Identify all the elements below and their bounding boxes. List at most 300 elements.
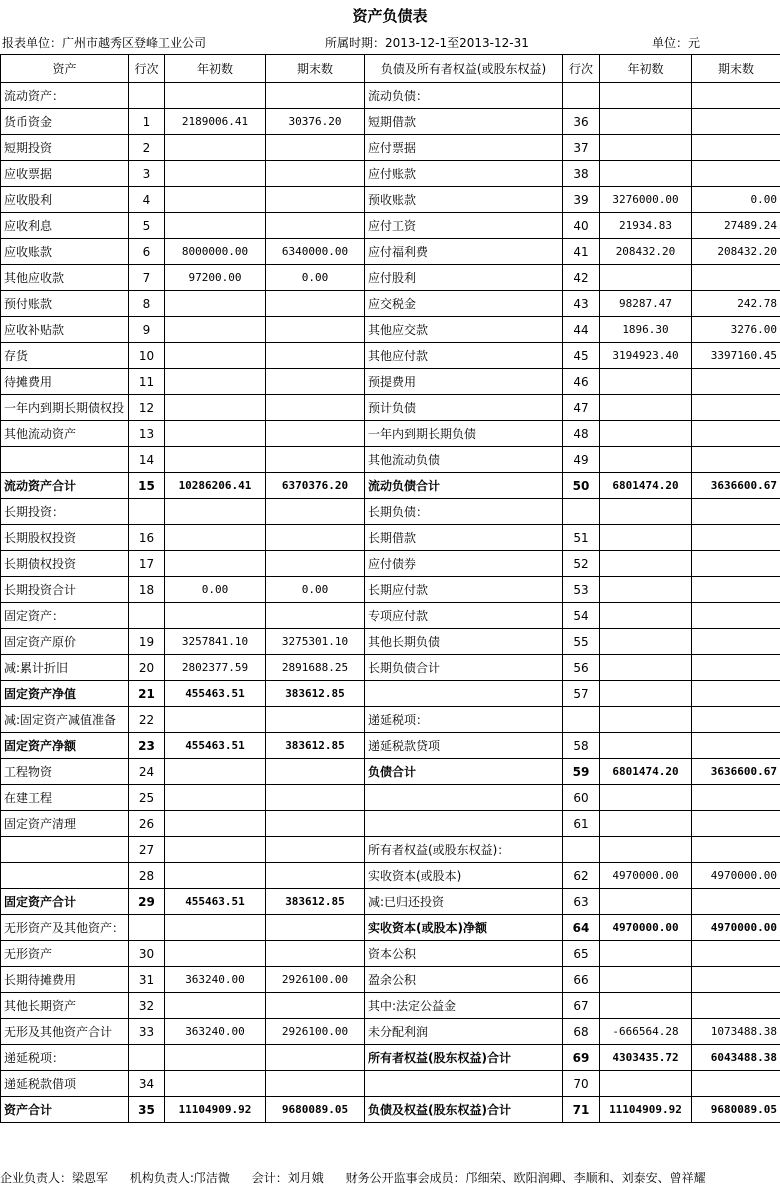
table-row — [1, 785, 780, 811]
balance-sheet-table — [0, 54, 780, 1123]
asset-line-no: 18 — [129, 577, 165, 603]
committee-members: 财务公开监事会成员：邝细荣、欧阳润卿、李顺和、刘泰安、曾祥耀 — [345, 1171, 706, 1185]
table-row — [1, 395, 780, 421]
liability-ending: 4970000.00 — [692, 863, 780, 889]
table-row — [1, 993, 780, 1019]
liability-ending — [692, 837, 780, 863]
liability-name: 流动负债： — [365, 83, 563, 109]
liability-line-no: 42 — [563, 265, 600, 291]
asset-beginning — [165, 343, 266, 369]
liability-name: 递延税项： — [365, 707, 563, 733]
asset-line-no: 4 — [129, 187, 165, 213]
header-beginning-2: 年初数 — [600, 55, 692, 83]
asset-ending — [266, 551, 365, 577]
liability-ending — [692, 551, 780, 577]
liability-name: 长期负债： — [365, 499, 563, 525]
liability-ending — [692, 811, 780, 837]
liability-ending — [692, 629, 780, 655]
liability-ending — [692, 603, 780, 629]
liability-ending: 3397160.45 — [692, 343, 780, 369]
liability-name: 所有者权益(或股东权益)： — [365, 837, 563, 863]
liability-ending — [692, 577, 780, 603]
asset-beginning — [165, 707, 266, 733]
liability-beginning — [600, 1071, 692, 1097]
liability-ending — [692, 733, 780, 759]
table-row — [1, 317, 780, 343]
asset-line-no: 3 — [129, 161, 165, 187]
liability-ending — [692, 421, 780, 447]
liability-line-no: 51 — [563, 525, 600, 551]
liability-name: 预计负债 — [365, 395, 563, 421]
liability-beginning — [600, 421, 692, 447]
table-row — [1, 499, 780, 525]
liability-name — [365, 811, 563, 837]
asset-name: 递延税款借项 — [1, 1071, 129, 1097]
liability-beginning: 98287.47 — [600, 291, 692, 317]
asset-beginning — [165, 785, 266, 811]
liability-line-no: 39 — [563, 187, 600, 213]
header-beginning: 年初数 — [165, 55, 266, 83]
liability-beginning — [600, 265, 692, 291]
liability-line-no: 38 — [563, 161, 600, 187]
table-row — [1, 109, 780, 135]
liability-name: 一年内到期长期负债 — [365, 421, 563, 447]
liability-line-no: 36 — [563, 109, 600, 135]
asset-ending: 383612.85 — [266, 889, 365, 915]
table-row — [1, 941, 780, 967]
liability-beginning: 11104909.92 — [600, 1097, 692, 1123]
liability-name: 预收账款 — [365, 187, 563, 213]
liability-name: 预提费用 — [365, 369, 563, 395]
liability-line-no — [563, 707, 600, 733]
liability-name: 应付福利费 — [365, 239, 563, 265]
table-row — [1, 603, 780, 629]
asset-beginning: 2802377.59 — [165, 655, 266, 681]
asset-name: 资产合计 — [1, 1097, 129, 1123]
accountant-signature: 会计：刘月娥 — [251, 1171, 324, 1185]
asset-name: 长期股权投资 — [1, 525, 129, 551]
liability-name: 流动负债合计 — [365, 473, 563, 499]
liability-ending: 0.00 — [692, 187, 780, 213]
asset-name: 应收股利 — [1, 187, 129, 213]
asset-beginning — [165, 837, 266, 863]
asset-name: 应收账款 — [1, 239, 129, 265]
asset-line-no: 13 — [129, 421, 165, 447]
asset-beginning: 0.00 — [165, 577, 266, 603]
table-row — [1, 135, 780, 161]
liability-line-no: 60 — [563, 785, 600, 811]
liability-line-no: 57 — [563, 681, 600, 707]
asset-name: 预付账款 — [1, 291, 129, 317]
liability-ending — [692, 161, 780, 187]
asset-name: 固定资产原价 — [1, 629, 129, 655]
asset-ending — [266, 759, 365, 785]
liability-name: 实收资本(或股本)净额 — [365, 915, 563, 941]
liability-name: 长期借款 — [365, 525, 563, 551]
asset-beginning — [165, 603, 266, 629]
asset-line-no: 8 — [129, 291, 165, 317]
table-row — [1, 161, 780, 187]
table-row — [1, 525, 780, 551]
asset-ending — [266, 941, 365, 967]
asset-line-no: 33 — [129, 1019, 165, 1045]
asset-line-no: 15 — [129, 473, 165, 499]
liability-ending — [692, 889, 780, 915]
table-row — [1, 239, 780, 265]
asset-name: 其他流动资产 — [1, 421, 129, 447]
asset-line-no: 23 — [129, 733, 165, 759]
liability-beginning — [600, 369, 692, 395]
asset-beginning: 11104909.92 — [165, 1097, 266, 1123]
table-row — [1, 291, 780, 317]
table-row — [1, 967, 780, 993]
table-row — [1, 733, 780, 759]
liability-beginning — [600, 395, 692, 421]
asset-beginning — [165, 941, 266, 967]
liability-line-no: 63 — [563, 889, 600, 915]
liability-line-no: 46 — [563, 369, 600, 395]
table-row — [1, 811, 780, 837]
table-row — [1, 1071, 780, 1097]
asset-beginning — [165, 83, 266, 109]
asset-ending — [266, 135, 365, 161]
table-row — [1, 447, 780, 473]
asset-ending — [266, 187, 365, 213]
asset-ending — [266, 1071, 365, 1097]
asset-line-no: 31 — [129, 967, 165, 993]
liability-line-no: 67 — [563, 993, 600, 1019]
asset-name — [1, 863, 129, 889]
header-row — [1, 55, 780, 83]
asset-line-no — [129, 1045, 165, 1071]
asset-ending: 2926100.00 — [266, 1019, 365, 1045]
table-row — [1, 343, 780, 369]
liability-name: 应付票据 — [365, 135, 563, 161]
liability-name: 其他应交款 — [365, 317, 563, 343]
asset-beginning: 97200.00 — [165, 265, 266, 291]
liability-line-no: 47 — [563, 395, 600, 421]
asset-line-no: 29 — [129, 889, 165, 915]
asset-beginning: 10286206.41 — [165, 473, 266, 499]
asset-name: 固定资产净额 — [1, 733, 129, 759]
table-row — [1, 369, 780, 395]
table-row — [1, 1097, 780, 1123]
liability-beginning: 6801474.20 — [600, 473, 692, 499]
liability-beginning — [600, 993, 692, 1019]
asset-line-no — [129, 603, 165, 629]
liability-name: 长期负债合计 — [365, 655, 563, 681]
table-row — [1, 707, 780, 733]
asset-line-no: 1 — [129, 109, 165, 135]
asset-beginning — [165, 187, 266, 213]
asset-name: 在建工程 — [1, 785, 129, 811]
asset-ending — [266, 447, 365, 473]
liability-ending: 3276.00 — [692, 317, 780, 343]
asset-ending — [266, 707, 365, 733]
table-row — [1, 213, 780, 239]
asset-name: 短期投资 — [1, 135, 129, 161]
liability-ending: 1073488.38 — [692, 1019, 780, 1045]
liability-line-no: 70 — [563, 1071, 600, 1097]
asset-beginning — [165, 551, 266, 577]
liability-ending — [692, 655, 780, 681]
liability-ending — [692, 447, 780, 473]
liability-name: 所有者权益(股东权益)合计 — [365, 1045, 563, 1071]
asset-ending — [266, 837, 365, 863]
asset-ending — [266, 811, 365, 837]
header-line-no-2: 行次 — [563, 55, 600, 83]
liability-name: 未分配利润 — [365, 1019, 563, 1045]
asset-line-no: 2 — [129, 135, 165, 161]
table-row — [1, 681, 780, 707]
liability-beginning — [600, 785, 692, 811]
table-row — [1, 421, 780, 447]
liability-line-no: 64 — [563, 915, 600, 941]
liability-beginning: 4970000.00 — [600, 863, 692, 889]
liability-line-no: 65 — [563, 941, 600, 967]
asset-beginning — [165, 213, 266, 239]
asset-ending: 0.00 — [266, 265, 365, 291]
liability-name — [365, 785, 563, 811]
liability-line-no: 37 — [563, 135, 600, 161]
header-ending-2: 期末数 — [692, 55, 780, 83]
asset-ending — [266, 863, 365, 889]
header-assets: 资产 — [1, 55, 129, 83]
liability-ending — [692, 1071, 780, 1097]
table-row — [1, 83, 780, 109]
liability-line-no: 45 — [563, 343, 600, 369]
liability-ending — [692, 967, 780, 993]
asset-beginning — [165, 447, 266, 473]
liability-line-no: 66 — [563, 967, 600, 993]
asset-beginning — [165, 317, 266, 343]
asset-name: 工程物资 — [1, 759, 129, 785]
asset-line-no: 14 — [129, 447, 165, 473]
liability-name: 盈余公积 — [365, 967, 563, 993]
liability-name: 资本公积 — [365, 941, 563, 967]
table-row — [1, 265, 780, 291]
liability-name: 应付股利 — [365, 265, 563, 291]
asset-line-no: 28 — [129, 863, 165, 889]
asset-name: 减:累计折旧 — [1, 655, 129, 681]
asset-beginning — [165, 915, 266, 941]
asset-beginning — [165, 291, 266, 317]
liability-beginning — [600, 681, 692, 707]
asset-name: 递延税项： — [1, 1045, 129, 1071]
liability-ending — [692, 681, 780, 707]
liability-beginning — [600, 109, 692, 135]
header-line-no: 行次 — [129, 55, 165, 83]
asset-line-no: 19 — [129, 629, 165, 655]
liability-beginning — [600, 889, 692, 915]
asset-ending: 383612.85 — [266, 681, 365, 707]
asset-ending — [266, 161, 365, 187]
asset-beginning — [165, 1045, 266, 1071]
liability-name: 其中:法定公益金 — [365, 993, 563, 1019]
asset-name: 长期投资合计 — [1, 577, 129, 603]
asset-beginning — [165, 993, 266, 1019]
liability-beginning: 4303435.72 — [600, 1045, 692, 1071]
asset-ending: 6340000.00 — [266, 239, 365, 265]
liability-line-no: 43 — [563, 291, 600, 317]
liability-ending — [692, 941, 780, 967]
asset-beginning — [165, 161, 266, 187]
liability-beginning — [600, 499, 692, 525]
asset-line-no: 6 — [129, 239, 165, 265]
table-row — [1, 629, 780, 655]
asset-beginning: 455463.51 — [165, 889, 266, 915]
liability-name: 递延税款贷项 — [365, 733, 563, 759]
liability-ending: 208432.20 — [692, 239, 780, 265]
liability-ending — [692, 109, 780, 135]
asset-name: 货币资金 — [1, 109, 129, 135]
asset-line-no: 32 — [129, 993, 165, 1019]
org-head-signature: 机构负责人:邝洁微 — [129, 1171, 230, 1185]
asset-beginning — [165, 759, 266, 785]
asset-name: 应收票据 — [1, 161, 129, 187]
asset-line-no — [129, 83, 165, 109]
asset-ending — [266, 317, 365, 343]
liability-ending — [692, 499, 780, 525]
liability-ending: 6043488.38 — [692, 1045, 780, 1071]
asset-ending — [266, 83, 365, 109]
asset-name: 应收利息 — [1, 213, 129, 239]
asset-beginning — [165, 135, 266, 161]
liability-line-no: 53 — [563, 577, 600, 603]
liability-line-no: 59 — [563, 759, 600, 785]
asset-ending: 6370376.20 — [266, 473, 365, 499]
asset-ending — [266, 213, 365, 239]
asset-name: 固定资产清理 — [1, 811, 129, 837]
asset-line-no: 16 — [129, 525, 165, 551]
asset-beginning — [165, 421, 266, 447]
asset-beginning — [165, 525, 266, 551]
liability-name — [365, 1071, 563, 1097]
asset-name: 长期待摊费用 — [1, 967, 129, 993]
liability-beginning: 3276000.00 — [600, 187, 692, 213]
liability-line-no — [563, 499, 600, 525]
liability-beginning: -666564.28 — [600, 1019, 692, 1045]
liability-name: 应交税金 — [365, 291, 563, 317]
liability-beginning: 208432.20 — [600, 239, 692, 265]
liability-beginning: 1896.30 — [600, 317, 692, 343]
asset-name: 流动资产： — [1, 83, 129, 109]
liability-beginning — [600, 577, 692, 603]
liability-beginning — [600, 967, 692, 993]
table-row — [1, 837, 780, 863]
liability-name: 减:已归还投资 — [365, 889, 563, 915]
liability-name — [365, 681, 563, 707]
asset-name: 固定资产合计 — [1, 889, 129, 915]
asset-beginning: 8000000.00 — [165, 239, 266, 265]
liability-beginning — [600, 629, 692, 655]
asset-name: 无形资产及其他资产： — [1, 915, 129, 941]
liability-ending — [692, 525, 780, 551]
liability-line-no: 40 — [563, 213, 600, 239]
asset-ending: 2891688.25 — [266, 655, 365, 681]
asset-name: 待摊费用 — [1, 369, 129, 395]
liability-line-no: 41 — [563, 239, 600, 265]
asset-ending: 9680089.05 — [266, 1097, 365, 1123]
asset-ending — [266, 915, 365, 941]
asset-line-no: 21 — [129, 681, 165, 707]
asset-ending — [266, 421, 365, 447]
liability-beginning — [600, 83, 692, 109]
signature-footer — [0, 1166, 780, 1191]
table-row — [1, 655, 780, 681]
asset-beginning — [165, 1071, 266, 1097]
liability-name: 短期借款 — [365, 109, 563, 135]
asset-line-no: 27 — [129, 837, 165, 863]
asset-ending — [266, 343, 365, 369]
liability-ending — [692, 993, 780, 1019]
asset-ending — [266, 785, 365, 811]
asset-beginning — [165, 863, 266, 889]
liability-line-no: 44 — [563, 317, 600, 343]
asset-name: 存货 — [1, 343, 129, 369]
asset-name: 固定资产： — [1, 603, 129, 629]
table-row — [1, 187, 780, 213]
liability-ending: 4970000.00 — [692, 915, 780, 941]
liability-beginning — [600, 135, 692, 161]
reporting-unit: 报表单位：广州市越秀区登峰工业公司 — [2, 36, 207, 50]
liability-line-no: 69 — [563, 1045, 600, 1071]
asset-name: 固定资产净值 — [1, 681, 129, 707]
asset-ending — [266, 525, 365, 551]
liability-beginning — [600, 447, 692, 473]
table-row — [1, 577, 780, 603]
table-row — [1, 1045, 780, 1071]
table-row — [1, 759, 780, 785]
liability-name: 应付账款 — [365, 161, 563, 187]
asset-line-no — [129, 499, 165, 525]
liability-beginning — [600, 811, 692, 837]
asset-ending — [266, 499, 365, 525]
liability-line-no: 56 — [563, 655, 600, 681]
asset-line-no: 25 — [129, 785, 165, 811]
liability-line-no — [563, 83, 600, 109]
liability-name: 其他流动负债 — [365, 447, 563, 473]
liability-line-no: 61 — [563, 811, 600, 837]
table-row — [1, 551, 780, 577]
asset-name: 一年内到期长期债权投 — [1, 395, 129, 421]
liability-ending — [692, 83, 780, 109]
asset-beginning: 455463.51 — [165, 733, 266, 759]
liability-name: 其他长期负债 — [365, 629, 563, 655]
liability-ending — [692, 135, 780, 161]
asset-ending: 2926100.00 — [266, 967, 365, 993]
liability-ending: 27489.24 — [692, 213, 780, 239]
liability-name: 专项应付款 — [365, 603, 563, 629]
liability-name: 负债合计 — [365, 759, 563, 785]
asset-line-no: 5 — [129, 213, 165, 239]
asset-name: 流动资产合计 — [1, 473, 129, 499]
liability-line-no: 68 — [563, 1019, 600, 1045]
asset-line-no: 34 — [129, 1071, 165, 1097]
header-liabilities-equity: 负债及所有者权益(或股东权益) — [365, 55, 563, 83]
asset-name: 长期投资： — [1, 499, 129, 525]
asset-name: 无形及其他资产合计 — [1, 1019, 129, 1045]
liability-ending — [692, 707, 780, 733]
asset-name: 其他应收款 — [1, 265, 129, 291]
asset-ending: 383612.85 — [266, 733, 365, 759]
asset-line-no: 10 — [129, 343, 165, 369]
asset-beginning — [165, 811, 266, 837]
liability-beginning — [600, 161, 692, 187]
table-row — [1, 915, 780, 941]
liability-beginning — [600, 707, 692, 733]
liability-line-no — [563, 837, 600, 863]
